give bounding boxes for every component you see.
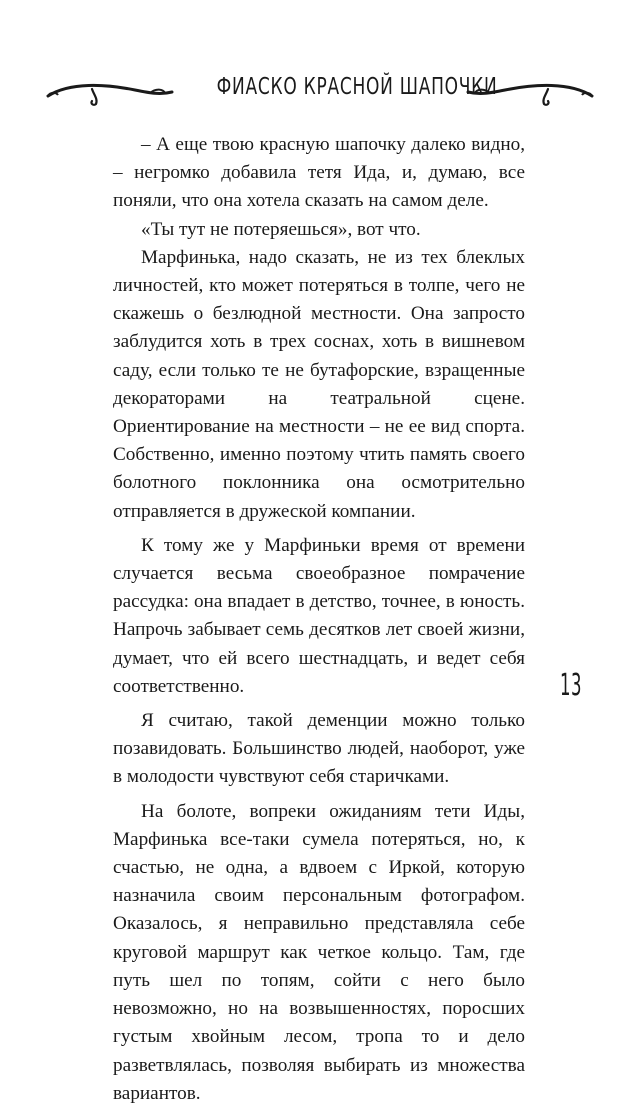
paragraph: – А еще твою красную шапочку далеко видно, – негромко добавила тетя Ида, и, думаю, все поняли, что она хотела сказать на самом деле.: [113, 134, 525, 212]
paragraph: К тому же у Марфиньки время от времени случается весьма своеобразное помрачение рассудка: она впадает в детство, точнее, в юность. Напрочь забывает семь десятков лет своей жизни, думает, что ей всего шестнадцать, и ведет себя соответственно.: [113, 534, 525, 697]
page-number: 13: [560, 668, 583, 703]
body-text: [113, 131, 525, 1108]
paragraph: Марфинька, надо сказать, не из тех блеклых личностей, кто может потеряться в толпе, чего не скажешь о безлюдной местности. Она запросто заблудится хоть в трех соснах, хоть в вишневом саду, если только те не бутафорские, взращенные декораторами на театральной сцене. Ориентирование на местности – не ее вид спорта. Собственно, именно поэтому чтить память своего болотного поклонника она осмотрительно отправляется в дружеской компании.: [113, 246, 525, 522]
running-header: [0, 62, 640, 122]
paragraph: «Ты тут не потеряешься», вот что.: [141, 218, 421, 240]
running-title: ФИАСКО КРАСНОЙ ШАПОЧКИ: [216, 74, 498, 100]
paragraph: Я считаю, такой деменции можно только позавидовать. Большинство людей, наоборот, уже в молодости чувствуют себя старичками.: [113, 710, 525, 788]
paragraph: На болоте, вопреки ожиданиям тети Иды, Марфинька все-таки сумела потеряться, но, к счастью, не одна, а вдвоем с Иркой, которую назначила своим персональным фотографом. Оказалось, я неправильно представляла себе круговой маршрут как четкое кольцо. Там, где путь шел по топям, сойти с него было невозможно, но на возвышенностях, поросших густым хвойным лесом, тропа то и дело разветвлялась, позволяя выбирать из множества вариантов.: [113, 800, 525, 1104]
